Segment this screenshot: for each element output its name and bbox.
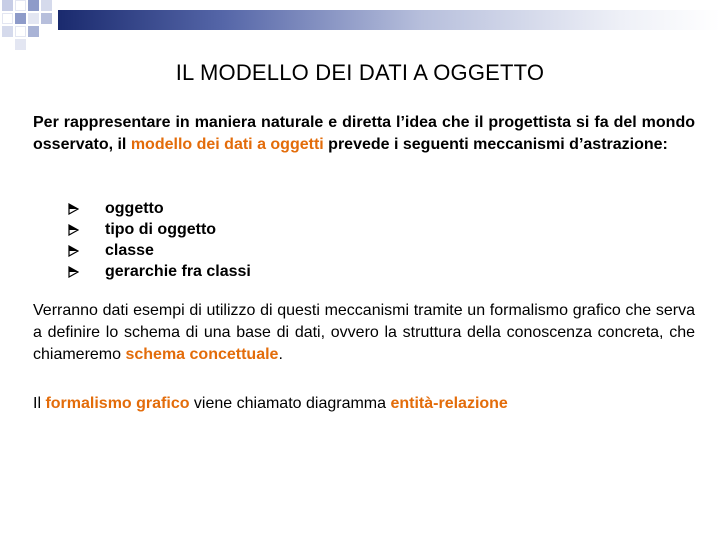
decor-square [15, 0, 26, 11]
closing-text-mid: viene chiamato diagramma [189, 395, 391, 412]
list-item [68, 240, 251, 261]
header-decoration [0, 0, 720, 50]
outro-text-end: . [278, 346, 283, 363]
decor-square [28, 13, 39, 24]
decor-square [2, 0, 13, 11]
closing-text: Il [33, 395, 46, 412]
outro-highlight: schema concettuale [125, 346, 279, 363]
decor-square [28, 0, 39, 11]
slide-title: IL MODELLO DEI DATI A OGGETTO [175, 60, 545, 85]
bullet-label: tipo di oggetto [105, 220, 217, 238]
outro-paragraph [33, 300, 695, 366]
intro-text: Per rappresentare in maniera naturale e diretta l’idea che il progettista si fa del mondo osservato, il [33, 114, 695, 153]
decor-square [41, 0, 52, 11]
decor-square [15, 13, 26, 24]
arrow-bullet-icon [68, 266, 105, 278]
closing-highlight-2: entità-relazione [390, 395, 508, 412]
decor-square [2, 13, 13, 24]
arrow-bullet-icon [68, 203, 105, 215]
arrow-bullet-icon [68, 245, 105, 257]
gradient-band [58, 10, 720, 30]
decor-square [2, 26, 13, 37]
decor-square [15, 39, 26, 50]
list-item [68, 198, 251, 219]
list-item [68, 261, 251, 282]
bullet-list [68, 198, 251, 282]
closing-highlight-1: formalismo grafico [45, 395, 190, 412]
bullet-label: gerarchie fra classi [105, 262, 251, 280]
intro-paragraph [33, 112, 695, 156]
closing-paragraph [33, 393, 695, 415]
arrow-bullet-icon [68, 224, 105, 236]
decor-square [41, 13, 52, 24]
intro-highlight: modello dei dati a oggetti [130, 136, 324, 153]
outro-text: Verranno dati esempi di utilizzo di questi meccanismi tramite un formalismo grafico che serva a definire lo schema di una base di dati, ovvero la struttura della conoscenza concreta, che chiameremo [33, 302, 695, 363]
intro-text-end: prevede i seguenti meccanismi d’astrazione: [323, 136, 668, 153]
bullet-label: classe [105, 241, 154, 259]
list-item [68, 219, 251, 240]
bullet-label: oggetto [105, 199, 164, 217]
decor-square [15, 26, 26, 37]
decor-square [28, 26, 39, 37]
